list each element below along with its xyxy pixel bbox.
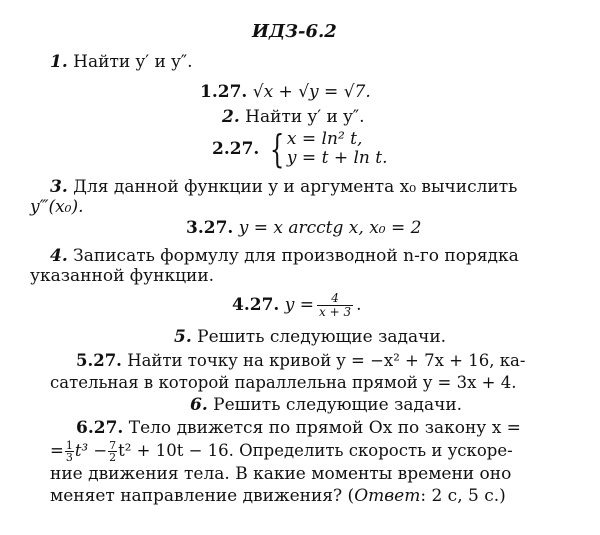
task-5-heading [174,327,446,347]
problem-6-27-text-4: меняет направление движения? ( [50,486,355,506]
task-5-text: Решить следующие задачи. [197,327,447,347]
fraction-one-third-den: 3 [65,451,73,464]
problem-4-27-end: . [356,295,362,315]
problem-4-27-number: 4.27. [232,295,280,315]
problem-4-27 [232,292,362,319]
problem-6-27-number: 6.27. [76,418,124,438]
answer-label: Ответ [354,486,421,506]
problem-6-27-part-2: t² + 10t − 16. Определить скорость и ускоре- [118,441,513,460]
task-3-number: 3. [50,177,68,197]
problem-6-27-line-1 [76,418,521,438]
answer-value: : 2 с, 5 с.) [420,486,506,506]
task-6-heading [190,395,462,415]
page-title: ИДЗ-6.2 [252,21,337,42]
fraction-numerator: 4 [317,292,353,306]
fraction-seven-halves [108,440,117,463]
fraction-one-third-num: 1 [65,439,73,452]
problem-6-27-eq: = [50,441,64,460]
task-1-number: 1. [50,52,68,72]
task-4-heading-line-1 [50,246,519,266]
problem-1-27-number: 1.27. [200,82,248,102]
problem-5-27-line-2: сательная в которой параллельна прямой y = 3x + 4. [50,373,517,392]
system-line-2: y = t + ln t. [286,148,388,168]
system-line-1: x = ln² t, [286,129,363,149]
problem-3-27 [186,218,421,238]
task-2-heading [222,107,365,127]
problem-1-27-equation: √x + √y = √7. [252,82,371,102]
task-3-heading-line-2: y‴(x₀). [30,197,84,217]
problem-4-27-lhs: y = [284,295,314,315]
task-1-text: Найти y′ и y″. [73,52,193,72]
problem-5-27-text-1: Найти точку на кривой y = −x² + 7x + 16, ка- [127,351,526,370]
problem-6-27-part-1: t³ − [74,441,108,460]
problem-2-27 [212,127,388,171]
task-5-number: 5. [174,327,192,347]
task-6-text: Решить следующие задачи. [213,395,463,415]
task-3-text-1: Для данной функции y и аргумента x₀ вычислить [73,177,518,197]
problem-6-27-line-4 [50,486,506,506]
problem-4-27-fraction [317,292,353,319]
task-4-number: 4. [50,246,68,266]
problem-5-27-line-1 [76,351,525,371]
task-2-number: 2. [222,107,240,127]
problem-3-27-number: 3.27. [186,218,234,238]
problem-3-27-equation: y = x arcctg x, x₀ = 2 [238,218,422,238]
task-6-number: 6. [190,395,208,415]
task-4-heading-line-2: указанной функции. [30,266,215,286]
problem-6-27-text-1: Тело движется по прямой Ox по закону x = [128,418,521,438]
fraction-one-third [65,440,74,463]
task-4-text-1: Записать формулу для производной n-го порядка [73,246,519,266]
task-3-heading-line-1 [50,177,517,197]
fraction-denominator: x + 3 [319,305,352,319]
parametric-system [287,130,388,168]
task-2-text: Найти y′ и y″. [245,107,365,127]
problem-6-27-line-3: ние движения тела. В какие моменты времени оно [50,464,512,484]
task-1-heading [50,52,193,72]
fraction-seven-halves-den: 2 [109,451,117,464]
problem-1-27 [200,82,371,102]
problem-2-27-number: 2.27. [212,139,260,159]
fraction-seven-halves-num: 7 [109,439,117,452]
problem-5-27-number: 5.27. [76,351,122,370]
problem-6-27-line-2 [50,440,513,463]
system-brace: { [269,127,285,171]
